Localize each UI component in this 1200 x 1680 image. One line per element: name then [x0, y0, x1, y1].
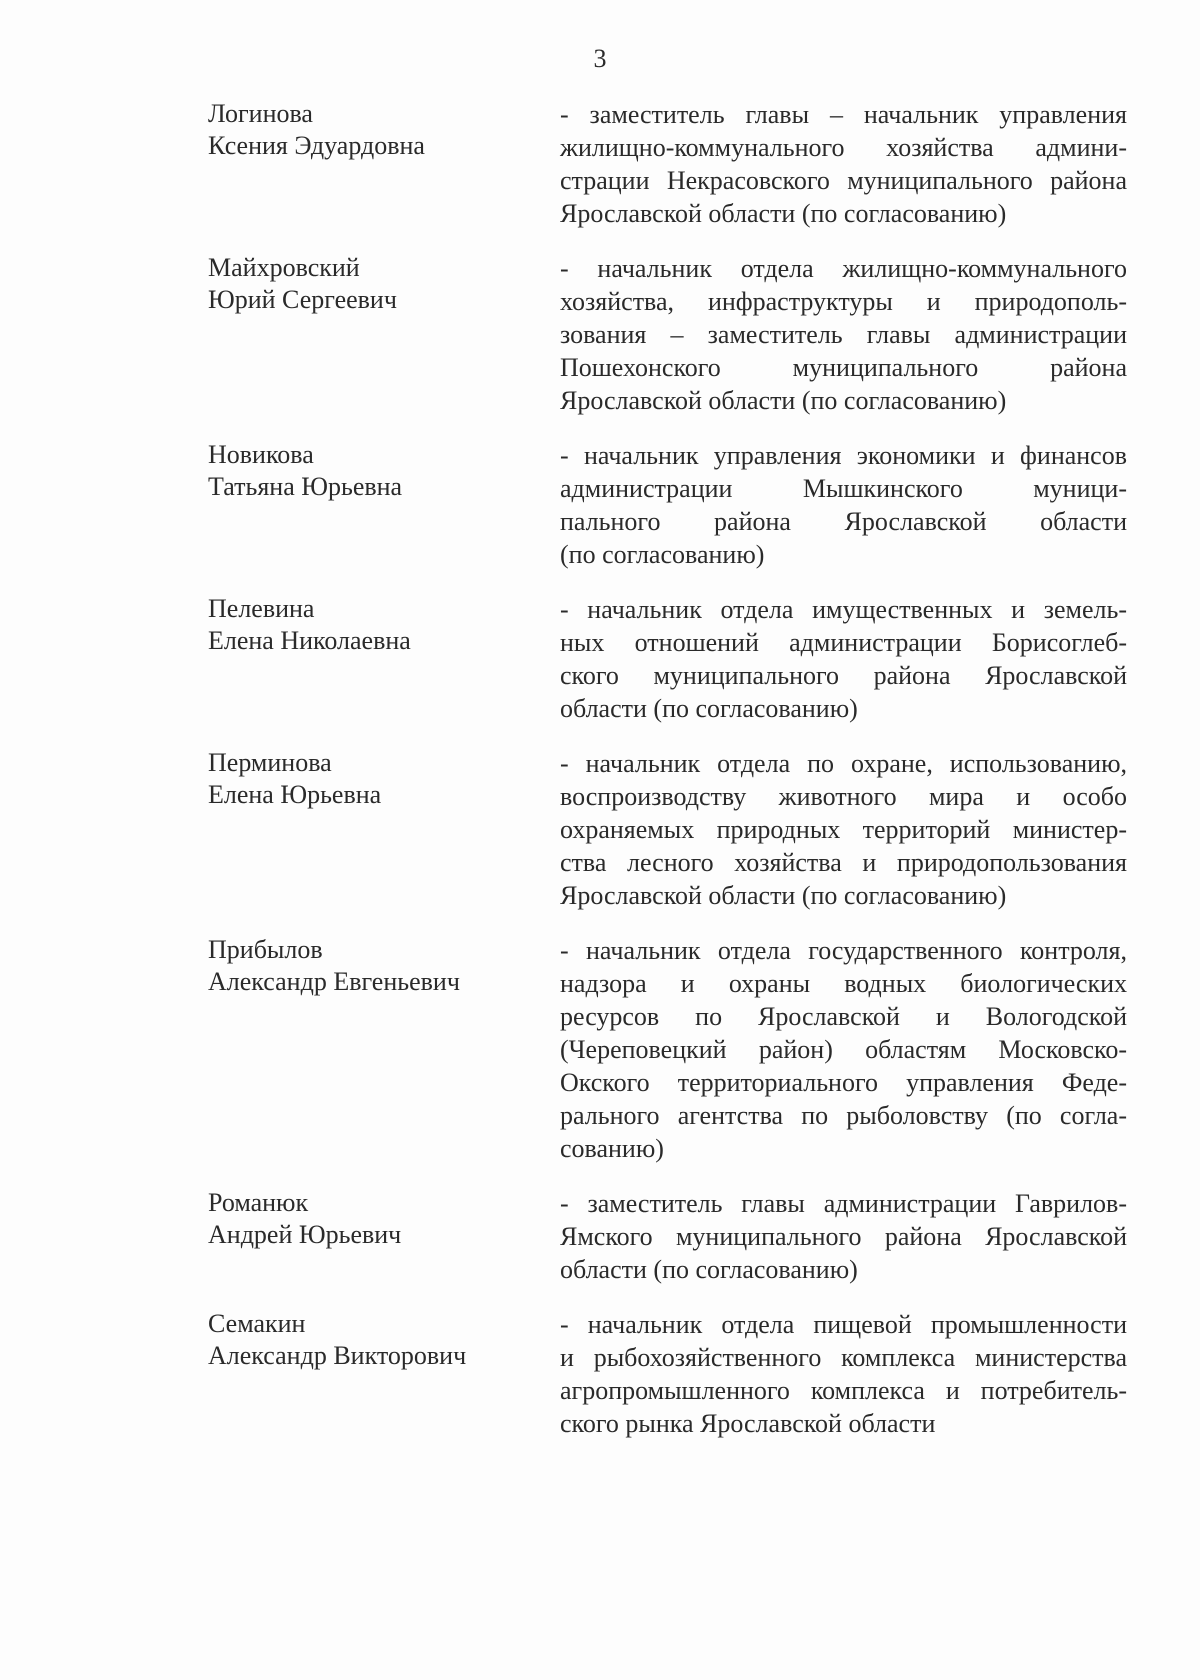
person-name — [208, 593, 558, 657]
list-item — [208, 934, 1128, 1165]
list-item — [208, 439, 1128, 571]
position-description — [560, 934, 1127, 1165]
given-names: Татьяна Юрьевна — [208, 472, 403, 501]
position-line: области (по согласованию) — [560, 1255, 858, 1284]
given-names: Андрей Юрьевич — [208, 1220, 402, 1249]
given-names: Александр Евгеньевич — [208, 967, 460, 996]
position-line: ства лесного хозяйства и природопользования — [560, 848, 1127, 877]
position-line: и рыбохозяйственного комплекса министерства — [560, 1343, 1127, 1372]
given-names: Юрий Сергеевич — [208, 285, 397, 314]
position-line: ского муниципального района Ярославской — [560, 661, 1127, 690]
given-names: Елена Юрьевна — [208, 780, 382, 809]
position-line: Ярославской области (по согласованию) — [560, 881, 1007, 910]
position-line: охраняемых природных территорий министер- — [560, 815, 1127, 844]
person-name — [208, 1187, 558, 1251]
position-line: - заместитель главы администрации Гаврилов- — [560, 1189, 1127, 1218]
list-item — [208, 1308, 1128, 1440]
position-line: Ямского муниципального района Ярославской — [560, 1222, 1127, 1251]
position-line: Ярославской области (по согласованию) — [560, 199, 1007, 228]
person-name — [208, 98, 558, 162]
position-line: зования – заместитель главы администрации — [560, 320, 1127, 349]
position-description — [560, 593, 1127, 725]
list-item — [208, 747, 1128, 912]
person-name — [208, 934, 558, 998]
surname: Логинова — [208, 99, 313, 128]
page-number: 3 — [593, 44, 607, 73]
list-item — [208, 252, 1128, 417]
person-name — [208, 747, 558, 811]
position-line: воспроизводству животного мира и особо — [560, 782, 1127, 811]
position-line: - начальник отдела пищевой промышленности — [560, 1310, 1127, 1339]
given-names: Александр Викторович — [208, 1341, 467, 1370]
list-item — [208, 593, 1128, 725]
surname: Романюк — [208, 1188, 309, 1217]
position-line: администрации Мышкинского муници- — [560, 474, 1127, 503]
position-line: - начальник отдела по охране, использованию, — [560, 749, 1127, 778]
given-names: Елена Николаевна — [208, 626, 411, 655]
given-names: Ксения Эдуардовна — [208, 131, 425, 160]
position-description — [560, 747, 1127, 912]
position-description — [560, 1308, 1127, 1440]
person-name — [208, 1308, 558, 1372]
position-line: рального агентства по рыболовству (по согла- — [560, 1101, 1127, 1130]
position-description — [560, 98, 1127, 230]
position-line: надзора и охраны водных биологических — [560, 969, 1127, 998]
surname: Майхровский — [208, 253, 360, 282]
surname: Пелевина — [208, 594, 315, 623]
position-line: - начальник отдела государственного контроля, — [560, 936, 1127, 965]
person-name — [208, 252, 558, 316]
position-line: Пошехонского муниципального района — [560, 353, 1127, 382]
position-line: (Череповецкий район) областям Московско- — [560, 1035, 1127, 1064]
position-line: - начальник отдела имущественных и земель- — [560, 595, 1127, 624]
position-line: хозяйства, инфраструктуры и природополь- — [560, 287, 1127, 316]
members-list — [208, 98, 1128, 1440]
position-line: ского рынка Ярославской области — [560, 1409, 936, 1438]
position-line: сованию) — [560, 1134, 664, 1163]
position-line: - начальник отдела жилищно-коммунального — [560, 254, 1127, 283]
list-item — [208, 1187, 1128, 1286]
position-line: области (по согласованию) — [560, 694, 858, 723]
position-line: ных отношений администрации Борисоглеб- — [560, 628, 1127, 657]
position-line: ресурсов по Ярославской и Вологодской — [560, 1002, 1127, 1031]
position-line: страции Некрасовского муниципального района — [560, 166, 1127, 195]
position-description — [560, 439, 1127, 571]
position-line: жилищно-коммунального хозяйства админи- — [560, 133, 1127, 162]
position-line: пального района Ярославской области — [560, 507, 1127, 536]
position-line: (по согласованию) — [560, 540, 765, 569]
position-line: Ярославской области (по согласованию) — [560, 386, 1007, 415]
position-line: - начальник управления экономики и финансов — [560, 441, 1127, 470]
position-line: Окского территориального управления Феде- — [560, 1068, 1127, 1097]
list-item — [208, 98, 1128, 230]
surname: Семакин — [208, 1309, 306, 1338]
surname: Прибылов — [208, 935, 323, 964]
person-name — [208, 439, 558, 503]
position-description — [560, 1187, 1127, 1286]
position-description — [560, 252, 1127, 417]
surname: Перминова — [208, 748, 332, 777]
position-line: агропромышленного комплекса и потребитель- — [560, 1376, 1127, 1405]
position-line: - заместитель главы – начальник управления — [560, 100, 1127, 129]
surname: Новикова — [208, 440, 314, 469]
